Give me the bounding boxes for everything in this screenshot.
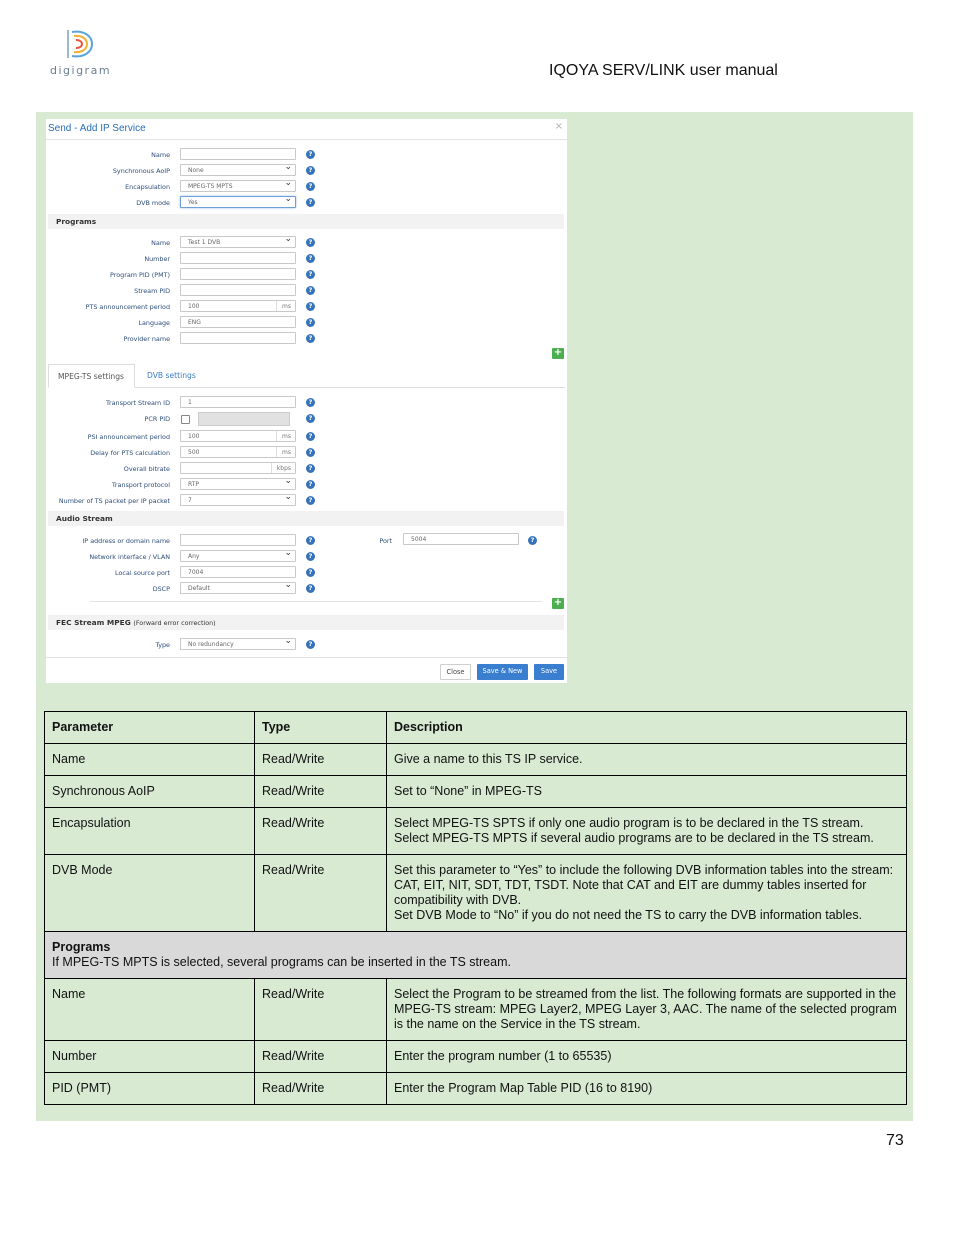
save-button[interactable]: Save [534, 664, 564, 680]
pts-period-value: 100 [188, 303, 200, 310]
ip-address-label: IP address or domain name [82, 537, 170, 545]
help-icon[interactable]: ? [306, 432, 315, 441]
help-icon[interactable]: ? [306, 584, 315, 593]
param-cell: Name [45, 979, 255, 1041]
stream-pid-input[interactable] [180, 284, 296, 296]
description-cell: Give a name to this TS IP service. [387, 744, 907, 776]
description-line: Select MPEG-TS MPTS if several audio programs are to be declared in the TS stream. [394, 831, 874, 845]
type-cell: Read/Write [255, 744, 387, 776]
type-cell: Read/Write [255, 855, 387, 932]
table-row [45, 1073, 907, 1105]
pcr-pid-input [198, 412, 290, 426]
param-cell: Name [45, 744, 255, 776]
program-pid-label: Program PID (PMT) [110, 271, 170, 279]
group-cell [45, 932, 907, 979]
description-line: Set this parameter to “Yes” to include the following DVB information tables into the stream: CAT, EIT, NIT, SDT, TDT, TSDT. Note that CAT and EIT are dummy tables inserted for compatibility with DVB. [394, 863, 894, 907]
description-cell: Select the Program to be streamed from the list. The following formats are supported in the MPEG-TS stream: MPEG Layer2, MPEG Layer 3, AAC. The name of the selected program is the name on the Service in the TS stream. [387, 979, 907, 1041]
help-icon[interactable]: ? [306, 182, 315, 191]
help-icon[interactable]: ? [306, 150, 315, 159]
number-label: Number [144, 255, 170, 263]
pts-delay-label: Delay for PTS calculation [90, 449, 170, 457]
dscp-label: DSCP [152, 585, 170, 593]
help-icon[interactable]: ? [306, 334, 315, 343]
psi-period-input[interactable] [180, 430, 296, 442]
column-header: Description [387, 712, 907, 744]
type-cell: Read/Write [255, 1073, 387, 1105]
port-input[interactable]: 5004 [403, 533, 519, 545]
help-icon[interactable]: ? [306, 464, 315, 473]
name-label: Name [151, 151, 170, 159]
digigram-logo-mark [64, 26, 98, 62]
description-cell: Set to “None” in MPEG-TS [387, 776, 907, 808]
local-port-label: Local source port [115, 569, 170, 577]
logo-text: digigram [50, 64, 112, 77]
help-icon[interactable]: ? [306, 496, 315, 505]
transport-stream-id-input[interactable]: 1 [180, 396, 296, 408]
digigram-logo [50, 26, 120, 78]
overall-bitrate-input[interactable] [180, 462, 296, 474]
pts-delay-input[interactable] [180, 446, 296, 458]
group-text: If MPEG-TS MPTS is selected, several programs can be inserted in the TS stream. [52, 955, 511, 969]
add-stream-button[interactable]: + [553, 597, 563, 608]
column-header: Type [255, 712, 387, 744]
pcr-pid-checkbox[interactable] [181, 415, 190, 424]
transport-protocol-select[interactable]: RTP ⌄ [180, 478, 296, 490]
description-cell [387, 855, 907, 932]
type-cell: Read/Write [255, 808, 387, 855]
psi-period-label: PSI announcement period [87, 433, 170, 441]
pcr-pid-label: PCR PID [144, 415, 170, 423]
help-icon[interactable]: ? [306, 302, 315, 311]
param-cell: Synchronous AoIP [45, 776, 255, 808]
fec-type-select[interactable]: No redundancy ⌄ [180, 638, 296, 650]
column-header: Parameter [45, 712, 255, 744]
help-icon[interactable]: ? [306, 414, 315, 423]
help-icon[interactable]: ? [306, 318, 315, 327]
name-input[interactable] [180, 148, 296, 160]
description-line: Set DVB Mode to “No” if you do not need the TS to carry the DVB information tables. [394, 908, 863, 922]
add-program-button[interactable]: + [553, 347, 563, 358]
help-icon[interactable]: ? [306, 398, 315, 407]
encapsulation-label: Encapsulation [125, 183, 170, 191]
divider [90, 601, 542, 602]
pts-period-label: PTS announcement period [85, 303, 170, 311]
description-cell: Enter the program number (1 to 65535) [387, 1041, 907, 1073]
transport-protocol-label: Transport protocol [111, 481, 170, 489]
local-port-input[interactable]: 7004 [180, 566, 296, 578]
audio-stream-section-header: Audio Stream [48, 511, 564, 526]
number-input[interactable] [180, 252, 296, 264]
dialog-title: Send - Add IP Service [48, 123, 146, 134]
document-title: IQOYA SERV/LINK user manual [549, 62, 778, 79]
ip-address-input[interactable] [180, 534, 296, 546]
divider [46, 139, 567, 140]
unit-ms: ms [276, 431, 291, 441]
param-cell: DVB Mode [45, 855, 255, 932]
table-row [45, 776, 907, 808]
table-row [45, 855, 907, 932]
ts-per-ip-select[interactable]: 7 ⌄ [180, 494, 296, 506]
language-label: Language [138, 319, 170, 327]
program-name-select[interactable]: Test 1 DVB ⌄ [180, 236, 296, 248]
help-icon[interactable]: ? [306, 448, 315, 457]
help-icon[interactable]: ? [306, 238, 315, 247]
table-row [45, 1041, 907, 1073]
help-icon[interactable]: ? [306, 286, 315, 295]
help-icon[interactable]: ? [306, 270, 315, 279]
program-name-label: Name [151, 239, 170, 247]
table-row [45, 744, 907, 776]
sync-aoip-label: Synchronous AoIP [112, 167, 170, 175]
help-icon[interactable]: ? [528, 536, 537, 545]
type-cell: Read/Write [255, 1041, 387, 1073]
unit-ms: ms [276, 301, 291, 311]
help-icon[interactable]: ? [306, 552, 315, 561]
description-cell: Enter the Program Map Table PID (16 to 8190) [387, 1073, 907, 1105]
fec-section-title: FEC Stream MPEG [56, 618, 131, 627]
encapsulation-select[interactable]: MPEG-TS MPTS ⌄ [180, 180, 296, 192]
provider-label: Provider name [123, 335, 170, 343]
fec-type-label: Type [155, 641, 170, 649]
unit-ms: ms [276, 447, 291, 457]
transport-stream-id-label: Transport Stream ID [106, 399, 170, 407]
parameter-table [44, 711, 907, 1105]
description-cell [387, 808, 907, 855]
help-icon[interactable]: ? [306, 254, 315, 263]
overall-bitrate-label: Overall bitrate [123, 465, 170, 473]
fec-section-subtitle: (Forward error correction) [133, 619, 216, 627]
tab-dvb-settings[interactable]: DVB settings [147, 371, 196, 380]
type-cell: Read/Write [255, 776, 387, 808]
help-icon[interactable]: ? [306, 640, 315, 649]
help-icon[interactable]: ? [306, 198, 315, 207]
help-icon[interactable]: ? [306, 568, 315, 577]
save-and-new-button[interactable]: Save & New [477, 664, 528, 680]
pts-delay-value: 500 [188, 449, 200, 456]
param-cell: Encapsulation [45, 808, 255, 855]
unit-kbps: kbps [271, 463, 291, 473]
sync-aoip-select[interactable]: None ⌄ [180, 164, 296, 176]
pts-period-input[interactable] [180, 300, 296, 312]
fec-section-header [48, 615, 564, 630]
program-pid-input[interactable] [180, 268, 296, 280]
close-button[interactable]: Close [440, 664, 471, 680]
param-cell: Number [45, 1041, 255, 1073]
group-title: Programs [52, 940, 111, 954]
table-header-row [45, 712, 907, 744]
table-group-row [45, 932, 907, 979]
help-icon[interactable]: ? [306, 536, 315, 545]
programs-section-header: Programs [48, 214, 564, 229]
param-cell: PID (PMT) [45, 1073, 255, 1105]
psi-period-value: 100 [188, 433, 200, 440]
dvb-mode-label: DVB mode [136, 199, 170, 207]
provider-input[interactable] [180, 332, 296, 344]
port-label: Port [379, 537, 392, 545]
type-cell: Read/Write [255, 979, 387, 1041]
help-icon[interactable]: ? [306, 166, 315, 175]
ts-per-ip-label: Number of TS packet per IP packet [58, 497, 170, 505]
close-icon[interactable]: × [554, 121, 563, 132]
vlan-label: Network interface / VLAN [89, 553, 170, 561]
language-input[interactable]: ENG [180, 316, 296, 328]
tab-mpegts-settings[interactable]: MPEG-TS settings [48, 364, 135, 388]
table-row [45, 979, 907, 1041]
table-row [45, 808, 907, 855]
description-line: Select MPEG-TS SPTS if only one audio program is to be declared in the TS stream. [394, 816, 864, 830]
add-ip-service-dialog [46, 119, 567, 683]
dvb-mode-select[interactable]: Yes ⌄ [180, 196, 296, 208]
help-icon[interactable]: ? [306, 480, 315, 489]
stream-pid-label: Stream PID [134, 287, 170, 295]
page-number: 73 [886, 1132, 904, 1149]
divider [46, 657, 567, 658]
dscp-select[interactable]: Default ⌄ [180, 582, 296, 594]
vlan-select[interactable]: Any ⌄ [180, 550, 296, 562]
